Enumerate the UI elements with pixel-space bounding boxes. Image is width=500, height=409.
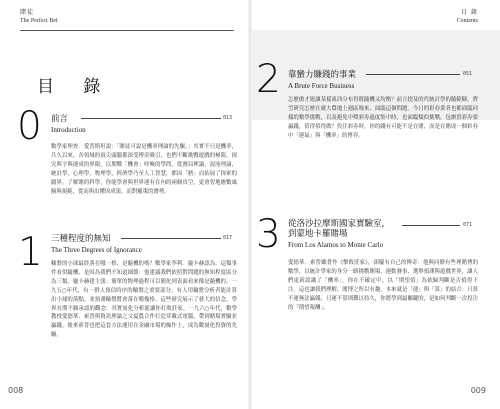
entry-summary: 怎麼做才能讓某樣東西分布得既隨機又均衡？前言提及的代統計學的隨範疇，費雪研究怎麼在廣大農地上週區塊來，面臨這個問題。今日的彩券業者也都面臨同樣的數學挑戰，以及避免中獎彩券過度集中時，也面臨類似挑戰，包辦買彩券要贏錢，值得值得做？投注彩券時，你的錢有可能不是在賭，而是在賭成一個彩券中「運氣」與「機率」的博弈。 bbox=[288, 97, 478, 139]
running-head-en: Contents bbox=[456, 18, 478, 24]
right-page bbox=[250, 0, 500, 409]
running-head-en: The Perfect Bet bbox=[20, 18, 58, 24]
book-gutter bbox=[248, 0, 252, 409]
running-head-zh: 目 錄 bbox=[461, 9, 478, 16]
page-number-left: 008 bbox=[8, 386, 24, 395]
entry-title-en: A Brute Force Business bbox=[288, 82, 355, 90]
running-head-zh: 賭徒 bbox=[20, 9, 35, 16]
entry-title-en: Introduction bbox=[51, 126, 86, 134]
running-head-right bbox=[457, 9, 478, 25]
toc-entry-three-degrees[interactable] bbox=[51, 232, 237, 254]
leader-rule bbox=[121, 238, 221, 239]
header-rule bbox=[20, 30, 234, 31]
entry-summary: 愛德華．索普雖著作《擊敗莊家》，卻屢有自己的傳奇：他與同僚有些理賭博的數學，以統計學家的身分一路挑戰賭場、運動賽事、選舉預測與遊戲世界，讓人們更新認識了「機率」。你在不確定中，以「期望值」為依歸判斷是否值得下注。這也讓我們理解，賭博之所以有趣，本來就是「運」與「算」的結合：只算不運無法贏錢，只運不算則難以持久，你將學到最關鍵的，是如何判斷一次投注的「期望報酬」。 bbox=[288, 260, 478, 311]
toc-entry-los-alamos[interactable] bbox=[288, 219, 478, 249]
leader-rule bbox=[402, 225, 460, 226]
chapter-number: 0 bbox=[17, 104, 42, 149]
entry-page-number: 051 bbox=[463, 71, 473, 77]
entry-page-number: 013 bbox=[223, 115, 233, 121]
entry-title-zh: 從洛沙拉摩斯國家實驗室，到蒙地卡羅賭場 bbox=[288, 219, 391, 239]
toc-entry-brute-force[interactable] bbox=[288, 68, 478, 90]
toc-entry-introduction[interactable] bbox=[51, 112, 237, 134]
entry-summary: 輪盤的小球最終落在哪一格，是隨機的嗎？數學家李利．龐卡赫認為，這類事件看似隨機，是因為我們不知道細節：他建議我們依照對問題的無知程度區分為三類。龐卡赫建主張：簡單的物理過程可以簡化到表面看來像是隨機的。一九五○年代，有一群人預估時序的輪盤之重要部分，有人用輪盤分析者能計算出小球的落點，並預測輪盤將會落在哪幾格。這些研究展示了發大的信念，學界長期不願承認的觀念：其實量化分析能讓你打敗莊家。一九六○年代，數學教授愛德華．索普與資訊理論之父夏農合作打造穿戴式電腦，帶到賭場實驗並贏錢。後來索普也把這套方法運用在金融市場的操作上，成為數量化投資的先驅。 bbox=[51, 261, 237, 339]
chapter-number: 3 bbox=[256, 212, 281, 257]
page-number-right: 009 bbox=[470, 386, 486, 395]
chapter-number: 1 bbox=[18, 230, 43, 275]
entry-title-en: The Three Degrees of Ignorance bbox=[51, 246, 142, 254]
running-head-left bbox=[20, 9, 58, 25]
entry-title-zh: 前言 bbox=[51, 114, 69, 124]
entry-title-zh: 靠蠻力賺錢的事業 bbox=[288, 70, 357, 80]
chapter-number: 2 bbox=[256, 57, 281, 102]
entry-title-zh: 三種程度的無知 bbox=[51, 234, 111, 244]
leader-rule bbox=[366, 74, 460, 75]
entry-title-en: From Los Alamos to Monte Carlo bbox=[288, 241, 384, 249]
entry-page-number: 017 bbox=[223, 235, 233, 241]
entry-page-number: 071 bbox=[463, 222, 473, 228]
toc-title: 目 錄 bbox=[37, 77, 113, 97]
leader-rule bbox=[81, 118, 221, 119]
entry-summary: 數學家理查．愛普斯坦說：「賭徒可說是機率理論的先驅。」其實不只是機率，兵久以來，各領域的頂尖頭腦都深受博奕吸引，也們不斷挑戰遊戲的極限，探究與字與運成的界限，以期戰「機會」呼喚的學問，從賽局理論，混沌理論，統計學，心理學，物理學，經濟學乃至人工智慧，都因「賭」而拓展了探索的疆界，了解賭的科學，你能學會與世界運有在內的兩個真空，更會智地應數風險與規範，從而與出懂因成果，而對羅策的潛勢。 bbox=[51, 144, 237, 195]
